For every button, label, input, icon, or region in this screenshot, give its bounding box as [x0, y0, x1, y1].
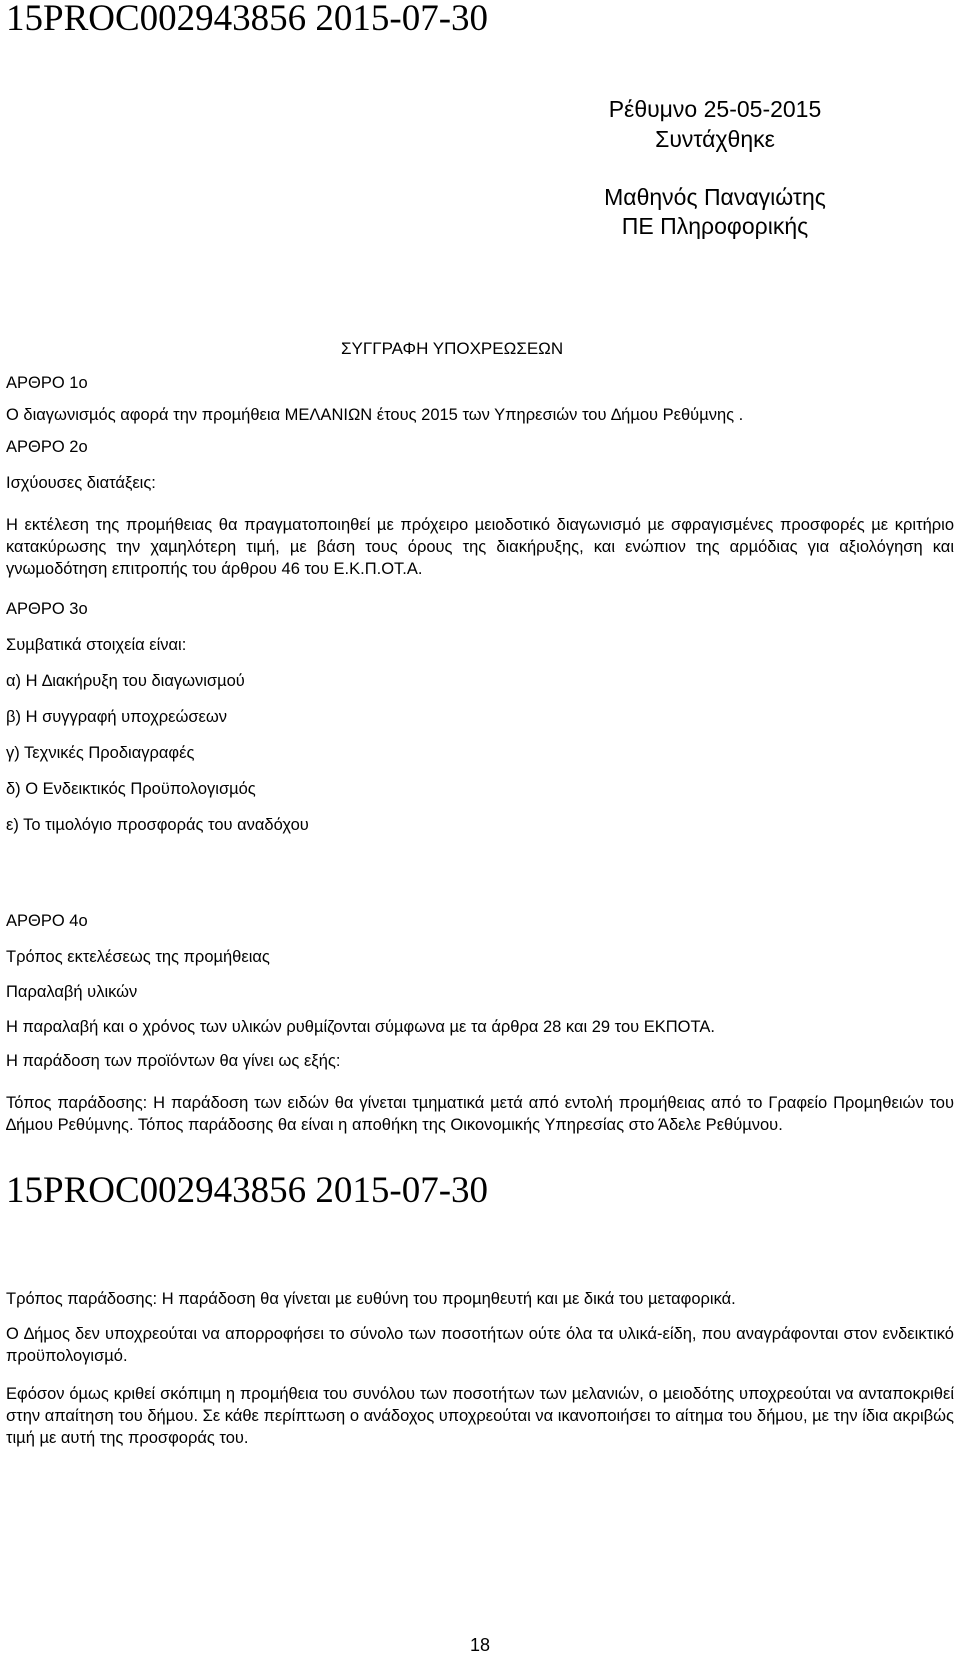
- contract-item-e: ε) Το τιµολόγιο προσφοράς του αναδόχου: [6, 816, 309, 834]
- receipt-text: Η παραλαβή και ο χρόνος των υλικών ρυθµίζονται σύµφωνα µε τα άρθρα 28 και 29 του ΕΚΠΟΤΑ.: [6, 1018, 715, 1036]
- document-stamp-middle: 15PROC002943856 2015-07-30: [6, 1170, 489, 1211]
- delivery-place-text: Τόπος παράδοσης: Η παράδοση των ειδών θα γίνεται τµηµατικά µετά από εντολή προµήθειας από το Γραφείο Προµηθειών του ∆ήµου Ρεθύµνης. Τόπος παράδοσης θα είναι η αποθήκη της Οικονοµικής Υπηρεσίας στο Άδελε Ρεθύµνου.: [6, 1094, 954, 1134]
- signature-status: Συντάχθηκε: [655, 126, 775, 152]
- contract-item-b: β) Η συγγραφή υποχρεώσεων: [6, 708, 228, 726]
- no-obligation-text: Ο ∆ήµος δεν υποχρεούται να απορροφήσει το σύνολο των ποσοτήτων ούτε όλα τα υλικά-είδη, που αναγράφονται στον ενδεικτικό προϋπολογισµό.: [6, 1325, 954, 1365]
- article-2-subheading: Ισχύουσες διατάξεις:: [6, 474, 156, 492]
- contract-item-d: δ) Ο Ενδεικτικός Προϋπολογισµός: [6, 780, 256, 798]
- contract-item-a: α) Η ∆ιακήρυξη του διαγωνισµού: [6, 672, 245, 690]
- signature-role: ΠΕ Πληροφορικής: [621, 213, 809, 239]
- article-4-subheading: Τρόπος εκτελέσεως της προµήθειας: [6, 948, 270, 966]
- document-title: ΣΥΓΓΡΑΦΗ ΥΠΟΧΡΕΩΣΕΩΝ: [341, 339, 564, 358]
- article-1-text: Ο διαγωνισµός αφορά την προµήθεια ΜΕΛΑΝΙΩΝ έτους 2015 των Υπηρεσιών του ∆ήµου Ρεθύµνης .: [6, 406, 744, 424]
- document-stamp-top: 15PROC002943856 2015-07-30: [6, 0, 489, 39]
- article-2-text: Η εκτέλεση της προµήθειας θα πραγµατοποιηθεί µε πρόχειρο µειοδοτικό διαγωνισµό µε σφραγισµένες προσφορές µε κριτήριο κατακύρωσης την χαµηλότερη τιµή, µε βάση τους όρους της διακήρυξης, και ενώπιον της αρµόδιας για αξιολόγηση και γνωµοδότηση επιτροπής του άρθρου 46 του Ε.Κ.Π.ΟΤ.Α.: [6, 516, 954, 578]
- delivery-intro: Η παράδοση των προϊόντων θα γίνει ως εξής:: [6, 1052, 341, 1070]
- delivery-supplier-text: Τρόπος παράδοσης: Η παράδοση θα γίνεται µε ευθύνη του προµηθευτή και µε δικά του µεταφορικά.: [6, 1290, 736, 1308]
- signature-name: Μαθηνός Παναγιώτης: [604, 184, 826, 210]
- article-3-subheading: Συµβατικά στοιχεία είναι:: [6, 636, 187, 654]
- article-1-heading: ΑΡΘΡΟ 1ο: [6, 374, 88, 392]
- contract-item-c: γ) Τεχνικές Προδιαγραφές: [6, 744, 195, 762]
- page-number: 18: [469, 1635, 491, 1655]
- article-4-heading: ΑΡΘΡΟ 4ο: [6, 912, 88, 930]
- signature-place-date: Ρέθυμνο 25-05-2015: [608, 96, 822, 122]
- article-3-heading: ΑΡΘΡΟ 3ο: [6, 600, 88, 618]
- receipt-heading: Παραλαβή υλικών: [6, 983, 138, 1001]
- request-text: Εφόσον όµως κριθεί σκόπιµη η προµήθεια του συνόλου των ποσοτήτων των µελανιών, ο µειοδότης υποχρεούται να ανταποκριθεί στην απαίτηση του δήµου. Σε κάθε περίπτωση ο ανάδοχος υποχρεούται να ικανοποιήσει το αίτηµα του δήµου, µε την ίδια ακριβώς τιµή µε αυτή της προσφοράς του.: [6, 1385, 954, 1447]
- article-2-heading: ΑΡΘΡΟ 2ο: [6, 438, 88, 456]
